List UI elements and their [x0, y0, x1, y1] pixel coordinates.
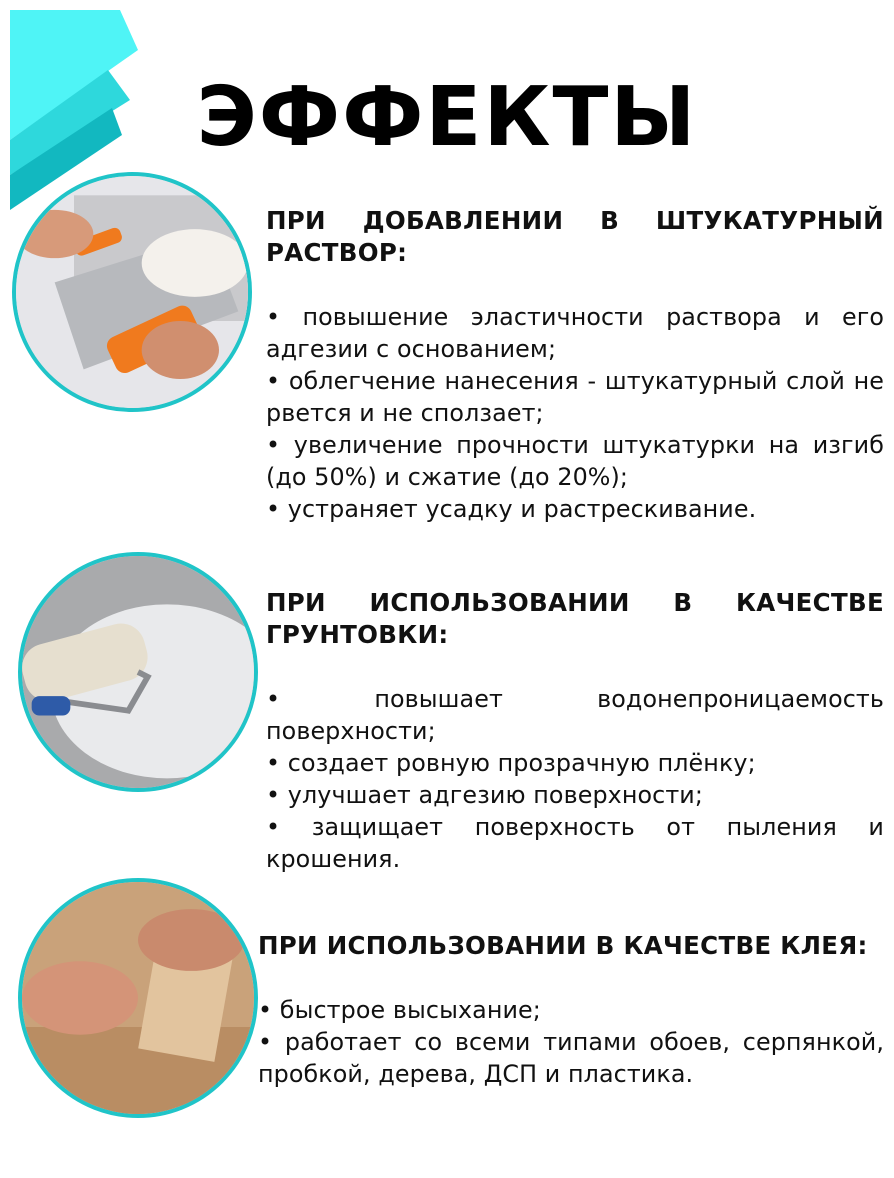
list-item: • устраняет усадку и растрескивание. [266, 495, 757, 523]
list-item: • облегчение нанесения - штукатурный слой не рвется и не сползает; [266, 367, 884, 427]
paint-roller-photo [18, 552, 258, 792]
section-heading: ПРИ ИСПОЛЬЗОВАНИИ В КАЧЕСТВЕ КЛЕЯ: [258, 931, 868, 960]
hands-gluing-wood-photo [18, 878, 258, 1118]
hands-gluing-wood-illustration [22, 882, 254, 1114]
section-heading: ПРИ ДОБАВЛЕНИИ В ШТУКАТУРНЫЙ РАСТВОР: [266, 206, 884, 267]
list-item: • повышение эластичности раствора и его адгезии с основанием; [266, 303, 884, 363]
plastering-trowel-photo [12, 172, 252, 412]
list-item: • быстрое высыхание; [258, 996, 541, 1024]
list-item: • увеличение прочности штукатурки на изгиб (до 50%) и сжатие (до 20%); [266, 431, 884, 491]
list-item: • создает ровную прозрачную плёнку; [266, 749, 756, 777]
plastering-trowel-illustration [16, 176, 248, 408]
section-plaster [266, 205, 884, 525]
section-heading: ПРИ ИСПОЛЬЗОВАНИИ В КАЧЕСТВЕ ГРУНТОВКИ: [266, 588, 884, 649]
list-item: • улучшает адгезию поверхности; [266, 781, 703, 809]
list-item: • работает со всеми типами обоев, серпянкой, пробкой, дерева, ДСП и пластика. [258, 1028, 884, 1088]
list-item: • повышает водонепроницаемость поверхности; [266, 685, 884, 745]
paint-roller-illustration [22, 556, 254, 788]
section-glue [258, 930, 884, 1090]
list-item: • защищает поверхность от пыления и крошения. [266, 813, 884, 873]
page-title: ЭФФЕКТЫ [196, 70, 698, 165]
section-primer [266, 587, 884, 875]
